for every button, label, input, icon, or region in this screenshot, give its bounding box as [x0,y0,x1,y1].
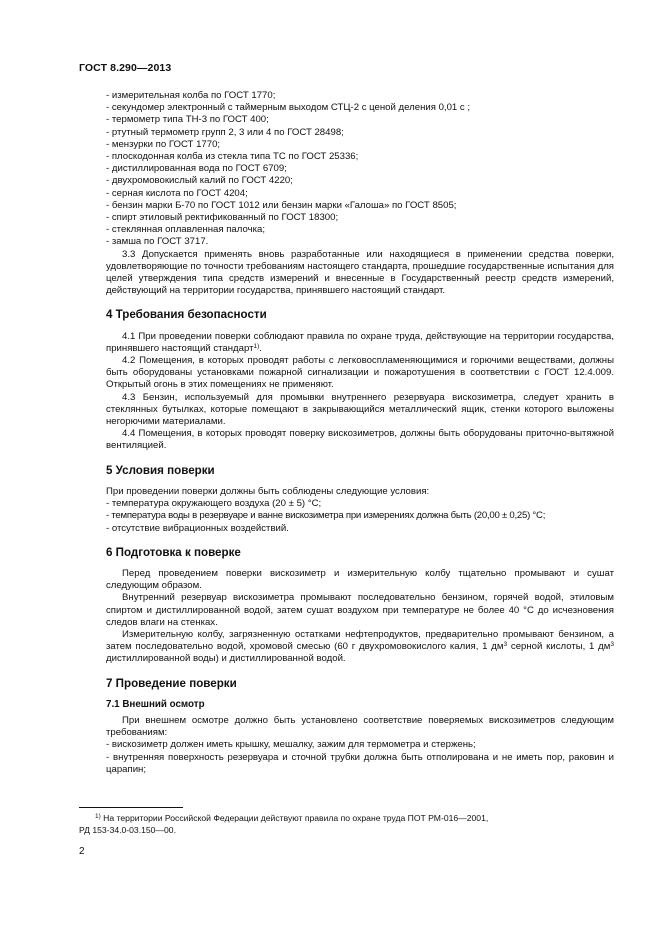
condition-item: - температура воды в резервуаре и ванне вискозиметра при измерениях должна быть (20,00 ± 0,25) °С; [106,510,546,522]
subsection-7-1-heading: 7.1 Внешний осмотр [106,698,205,710]
paragraph-6-3 [106,629,614,666]
superscript: 3 [503,641,508,649]
equipment-item: - термометр типа ТН-3 по ГОСТ 400; [106,114,269,126]
document-body [106,90,614,776]
footnote-line-2: РД 153-34.0-03.150—00. [79,824,176,835]
section-7-heading: 7 Проведение поверки [106,676,237,690]
section-4-heading: 4 Требования безопасности [106,308,267,322]
paragraph-7-1: При внешнем осмотре должно быть установлено соответствие поверяемых вискозиметров следующим требованиям: [106,714,614,739]
equipment-item: - секундомер электронный с таймерным выходом СТЦ-2 с ценой деления 0,01 с ; [106,102,471,114]
equipment-item: - измерительная колба по ГОСТ 1770; [106,90,276,101]
footnote-ref: 1) [253,342,260,350]
paragraph-4-2: 4.2 Помещения, в которых проводят работы с легковоспламеняющимися и горючими веществами, должны быть оборудованы установками пожарной сигнализации и пожаротушения в соответствии с ГОСТ 12.4.009. Открытый огонь в этих помещениях не применяют. [106,355,614,391]
equipment-item: - бензин марки Б-70 по ГОСТ 1012 или бензин марки «Галоша» по ГОСТ 8505; [106,199,457,211]
paragraph-4-3: 4.3 Бензин, используемый для промывки внутреннего резервуара вискозиметра, следует хранить в стеклянных бутылках, которые помещают в закрывающийся металлический ящик, стенки которого выложены негорючими материалами. [106,391,614,428]
paragraph-3-3: 3.3 Допускается применять вновь разработанные или находящиеся в применении средства поверки, удовлетворяющие по точности требованиям настоящего стандарта, прошедшие государственные испытания для целей утверждения типа средств измерений и внесенные в Государственный реестр средств измерений, действующий на территории государства, принявшего настоящий стандарт. [106,248,614,297]
inspection-item: - внутренняя поверхность резервуара и сточной трубки должна быть отполирована и не иметь пор, раковин и царапин; [106,751,614,775]
section-6-heading: 6 Подготовка к поверке [106,545,241,559]
equipment-item: - замша по ГОСТ 3717. [106,236,209,248]
equipment-item: - дистиллированная вода по ГОСТ 6709; [106,163,287,175]
footnote-line-1 [79,813,613,825]
footnote-marker: 1) [95,813,101,820]
equipment-item: - ртутный термометр групп 2, 3 или 4 по ГОСТ 28498; [106,126,344,138]
document-header: ГОСТ 8.290—2013 [79,62,172,74]
equipment-list [106,90,614,249]
equipment-item: - двухромовокислый калий по ГОСТ 4220; [106,175,293,187]
footnote-text-1: На территории Российской Федерации действуют правила по охране труда ПОТ РМ-016—2001, [100,813,489,823]
condition-item: - отсутствие вибрационных воздействий. [106,522,289,534]
section-5-intro: При проведении поверки должны быть соблюдены следующие условия: [106,485,430,497]
page-number: 2 [79,846,85,857]
paragraph-6-3-c: дистиллированной воды) и дистиллированной водой. [106,653,346,665]
superscript: 3 [610,641,614,649]
inspection-item: - вискозиметр должен иметь крышку, мешалку, зажим для термометра и стержень; [106,739,476,751]
paragraph-6-2: Внутренний резервуар вискозиметра промывают последовательно бензином, горячей водой, этиловым спиртом и дистиллированной водой, затем сушат воздухом при температуре не более 40 °С до исчезновения следов влаги на стенках. [106,592,614,628]
footnote-separator [79,807,183,808]
equipment-item: - серная кислота по ГОСТ 4204; [106,187,248,199]
equipment-item: - мензурки по ГОСТ 1770; [106,138,221,150]
paragraph-4-1 [106,331,614,355]
equipment-item: - стеклянная оплавленная палочка; [106,224,266,236]
paragraph-4-1-end: . [259,342,262,354]
paragraph-4-4: 4.4 Помещения, в которых проводят поверку вискозиметров, должны быть оборудованы приточно-вытяжной вентиляцией. [106,428,614,452]
paragraph-6-3-b: серной кислоты, 1 дм [507,641,611,653]
condition-item: - температура окружающего воздуха (20 ± 5) °С; [106,498,322,510]
equipment-item: - спирт этиловый ректификованный по ГОСТ 18300; [106,212,339,224]
equipment-item: - плоскодонная колба из стекла типа ТС по ГОСТ 25336; [106,151,359,163]
paragraph-6-1: Перед проведением поверки вискозиметр и измерительную колбу тщательно промывают и сушат следующим образом. [106,567,614,592]
paragraph-6-3-a: Измерительную колбу, загрязненную остатками нефтепродуктов, предварительно промывают бензином, а затем последовательно водой, хромовой смесью (60 г двухромовокислого калия, 1 дм [106,628,614,653]
paragraph-4-1-text: 4.1 При проведении поверки соблюдают правила по охране труда, действующие на территории государства, принявшего настоящий стандарт [106,330,614,354]
footnote [79,813,613,836]
section-5-heading: 5 Условия поверки [106,463,215,477]
